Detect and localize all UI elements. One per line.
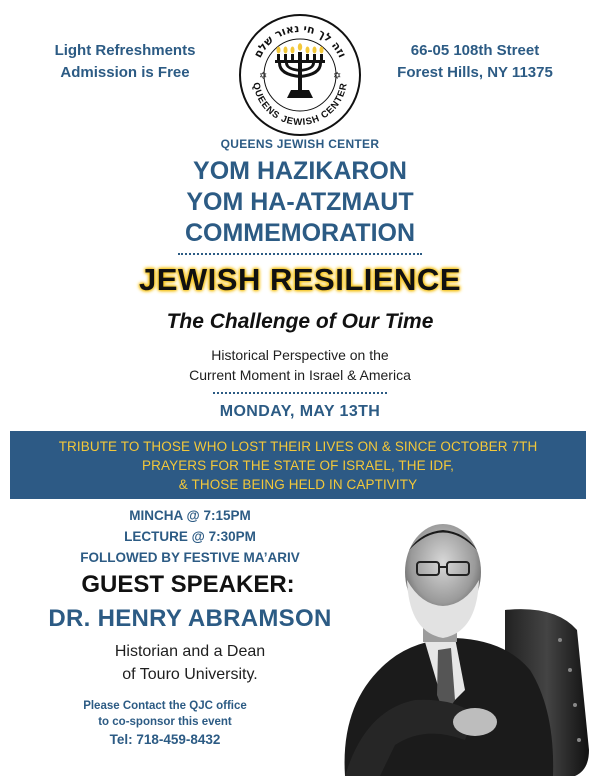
- banner-line-2: PRAYERS FOR THE STATE OF ISRAEL, THE IDF,: [142, 458, 454, 473]
- subtitle-line-2: Current Moment in Israel & America: [189, 367, 411, 383]
- subtitle-line-1: Historical Perspective on the: [211, 347, 389, 363]
- guest-speaker-label: GUEST SPEAKER:: [81, 571, 295, 598]
- admission-text: Admission is Free: [60, 64, 190, 81]
- speaker-photo: [305, 510, 595, 776]
- event-date: MONDAY, MAY 13TH: [219, 403, 381, 420]
- event-title: [0, 156, 600, 249]
- speaker-description: [40, 640, 340, 686]
- tagline: The Challenge of Our Time: [166, 310, 434, 333]
- logo-ring-text-bottom: QUEENS JEWISH CENTER: [250, 81, 350, 129]
- title-line-3: COMMEMORATION: [184, 219, 416, 247]
- tribute-banner: [10, 431, 586, 499]
- svg-text:✡: ✡: [333, 71, 342, 82]
- title-line-2: YOM HA-ATZMAUT: [186, 188, 414, 216]
- svg-text:✡: ✡: [259, 71, 268, 82]
- address-city: Forest Hills, NY 11375: [397, 64, 553, 81]
- schedule-maariv: FOLLOWED BY FESTIVE MA’ARIV: [80, 550, 300, 565]
- headline: JEWISH RESILIENCE: [139, 262, 461, 297]
- contact-line-2: to co-sponsor this event: [98, 716, 232, 728]
- speaker-name: DR. HENRY ABRAMSON: [48, 605, 332, 632]
- banner-line-1: TRIBUTE TO THOSE WHO LOST THEIR LIVES ON & SINCE OCTOBER 7TH: [58, 439, 538, 454]
- schedule-lecture: LECTURE @ 7:30PM: [124, 529, 256, 544]
- divider-dotted-top: [178, 253, 422, 255]
- contact-line-1: Please Contact the QJC office: [83, 700, 247, 712]
- speaker-description-line-1: Historian and a Dean: [114, 643, 266, 660]
- speaker-description-line-2: of Touro University.: [122, 666, 258, 683]
- divider-dotted-bottom: [213, 392, 387, 394]
- subtitle: [0, 345, 600, 385]
- address-street: 66-05 108th Street: [410, 42, 540, 59]
- logo-ring-text-top: וזה לך חי נאור שלם: [251, 21, 349, 60]
- info-left: [30, 40, 220, 84]
- title-line-1: YOM HAZIKARON: [193, 157, 407, 185]
- schedule-mincha: MINCHA @ 7:15PM: [129, 508, 251, 523]
- menorah-seal-icon: [237, 12, 363, 138]
- banner-line-3: & THOSE BEING HELD IN CAPTIVITY: [178, 477, 418, 492]
- qjc-logo: [237, 12, 363, 138]
- refreshments-text: Light Refreshments: [54, 42, 196, 59]
- contact-note: [45, 698, 285, 730]
- organization-name: QUEENS JEWISH CENTER: [220, 137, 380, 151]
- schedule: [40, 505, 340, 568]
- info-right: [375, 40, 575, 84]
- contact-phone: Tel: 718-459-8432: [109, 732, 221, 747]
